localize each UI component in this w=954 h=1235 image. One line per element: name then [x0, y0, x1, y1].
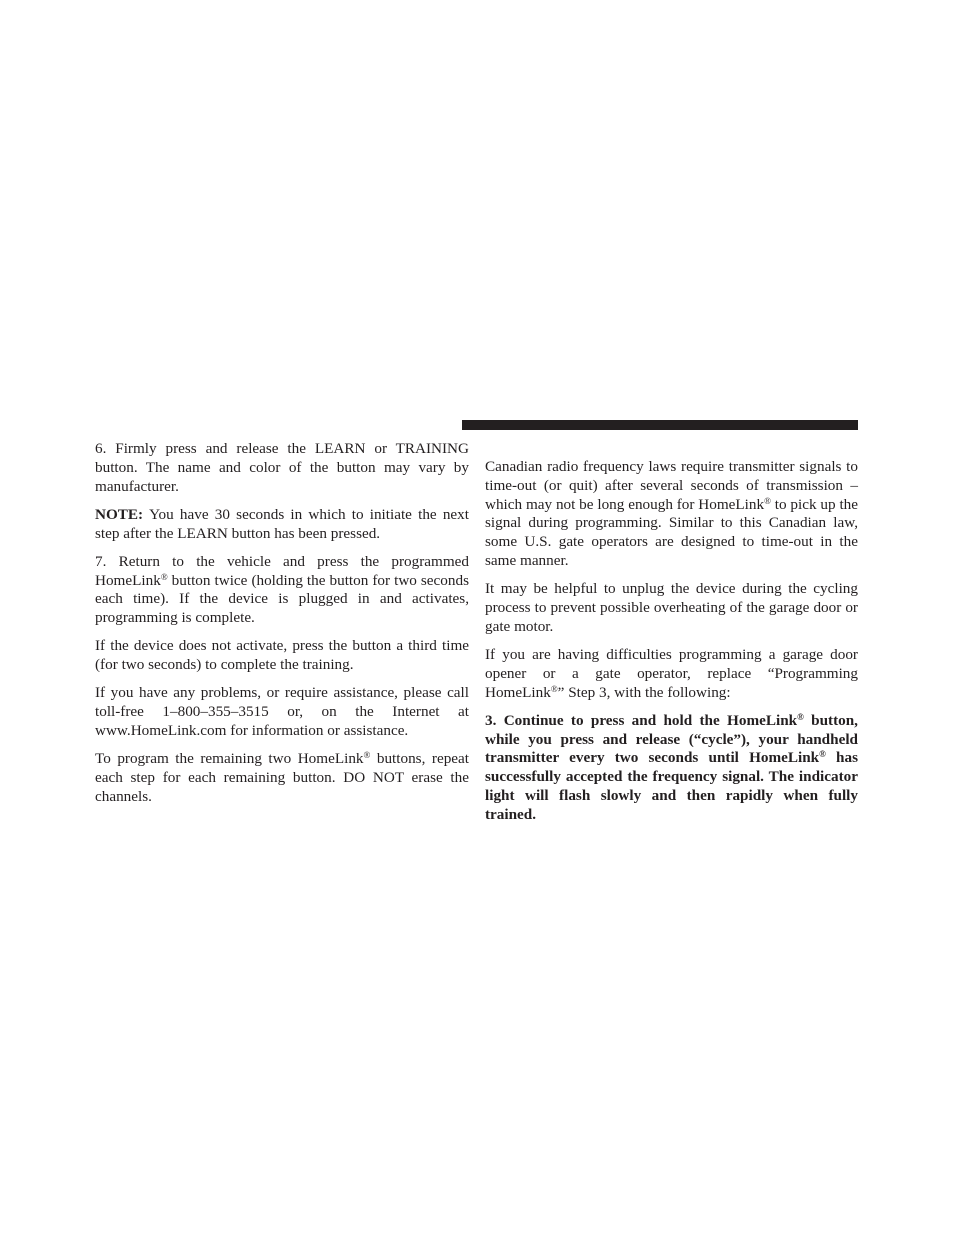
- registered-mark: ®: [819, 749, 826, 760]
- difficulties-paragraph: If you are having difficulties programming a garage door opener or a gate operator, replace “Programming HomeLink®” Step 3, with the following:: [485, 645, 858, 701]
- registered-mark: ®: [797, 711, 804, 722]
- assistance-paragraph: If you have any problems, or require assistance, please call toll-free 1–800–355–3515 or, on the Internet at www.HomeLink.com for information or assistance.: [95, 684, 469, 739]
- note-paragraph: [95, 506, 469, 544]
- left-column: [95, 440, 469, 816]
- third-time-paragraph: If the device does not activate, press the button a third time (for two seconds) to complete the training.: [95, 637, 469, 674]
- registered-mark: ®: [550, 683, 558, 694]
- registered-mark: ®: [160, 571, 168, 582]
- canadian-law-paragraph: Canadian radio frequency laws require transmitter signals to time-out (or quit) after several seconds of transmission – which may not be long enough for HomeLink® to pick up the signal during programming. Similar to this Canadian law, some U.S. gate operators are designed to time-out in the same manner.: [485, 458, 858, 569]
- registered-mark: ®: [764, 495, 771, 506]
- section-header-bar: [462, 420, 858, 430]
- note-label: NOTE:: [95, 505, 144, 523]
- step-7-paragraph: 7. Return to the vehicle and press the programmed HomeLink® button twice (holding the button for two seconds each time). If the device is plugged in and activates, programming is complete.: [95, 552, 469, 627]
- step-6-paragraph: 6. Firmly press and release the LEARN or TRAINING button. The name and color of the button may vary by manufacturer.: [95, 440, 469, 495]
- step-3-replacement-paragraph: 3. Continue to press and hold the HomeLink® button, while you press and release (“cycle”), your handheld transmitter every two seconds until HomeLink® has successfully accepted the frequency signal. The indicator light will flash slowly and then rapidly when fully trained.: [485, 711, 858, 823]
- registered-mark: ®: [363, 750, 371, 761]
- unplug-paragraph: It may be helpful to unplug the device during the cycling process to prevent possible overheating of the garage door or gate motor.: [485, 580, 858, 635]
- right-column: [485, 458, 858, 834]
- remaining-buttons-paragraph: To program the remaining two HomeLink® buttons, repeat each step for each remaining button. DO NOT erase the channels.: [95, 750, 469, 805]
- note-text: You have 30 seconds in which to initiate the next step after the LEARN button has been pressed.: [95, 505, 469, 542]
